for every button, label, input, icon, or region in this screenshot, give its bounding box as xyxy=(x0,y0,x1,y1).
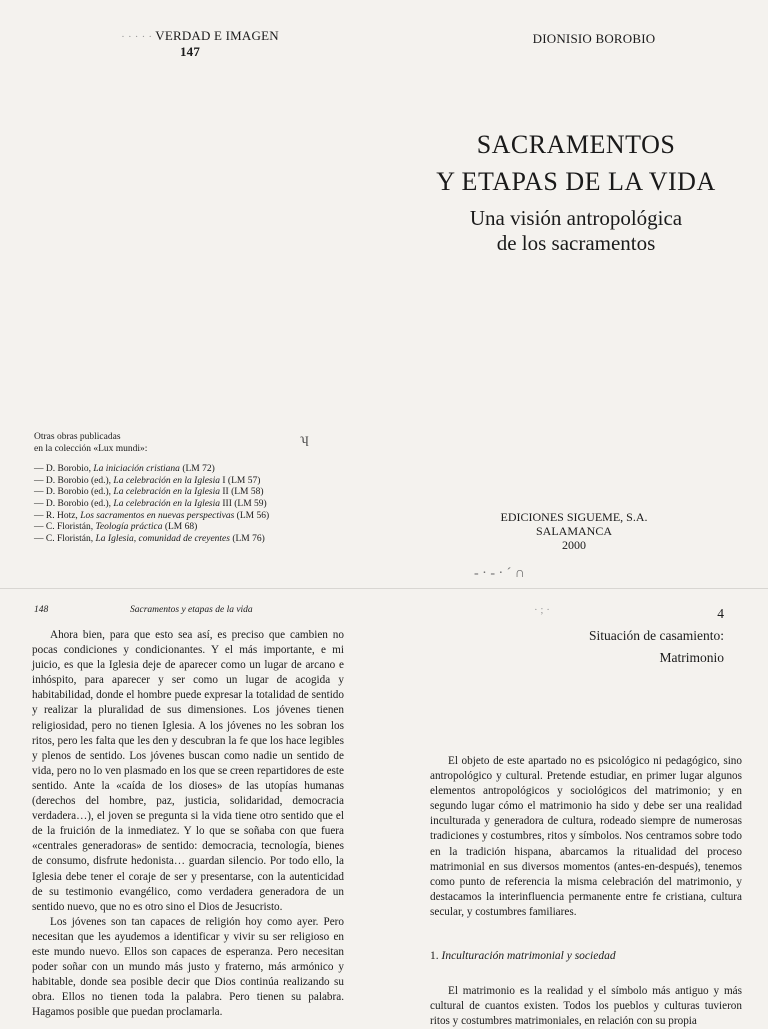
work-author: — C. Floristán, xyxy=(34,522,96,533)
work-author: — D. Borobio (ed.), xyxy=(34,487,114,498)
book-title-line2: Y ETAPAS DE LA VIDA xyxy=(436,167,716,196)
work-series: (LM 56) xyxy=(234,510,270,521)
page-bottom-right xyxy=(384,588,768,1028)
other-works-item xyxy=(34,522,354,534)
running-head-text: VERDAD E IMAGEN xyxy=(155,28,279,43)
running-head xyxy=(100,28,300,44)
work-series: III (LM 59) xyxy=(220,498,267,509)
pencil-scribble: - · - · ˊ ∩ xyxy=(474,566,525,581)
paragraph: Los jóvenes son tan capaces de religión hoy como ayer. Pero necesitan que les ayudemos a identificar y vivir su ser religioso en este mundo nuevo. Ellos son capaces de esperanza. Pero necesitan poder soñar con un mundo más justo y fraterno, más armónico y habitable, donde sea posible decir que Dios continúa realizando su obra. Ellos no tienen toda la palabra. Pero tienen su palabra. Hagamos posible que puedan proclamarla. xyxy=(32,915,344,1019)
work-title: La celebración en la Iglesia xyxy=(113,498,221,509)
work-author: — C. Floristán, xyxy=(34,533,96,544)
other-works-item xyxy=(34,511,354,523)
other-works-list xyxy=(34,464,354,545)
work-series: I (LM 57) xyxy=(220,475,261,486)
section-number: 1. xyxy=(430,950,439,962)
other-works-item xyxy=(34,487,354,499)
page-top-left xyxy=(0,0,384,588)
page-bottom-left xyxy=(0,588,384,1024)
work-series: II (LM 58) xyxy=(220,487,264,498)
stamp-smudge: · · · · · xyxy=(121,31,156,43)
work-title: Los sacramentos en nuevas perspectivas xyxy=(80,510,235,521)
other-works-item xyxy=(34,534,354,546)
body-text-left xyxy=(32,628,344,1020)
work-title: Teología práctica xyxy=(95,522,163,533)
page-number-148: 148 xyxy=(34,605,49,615)
publication-year: 2000 xyxy=(562,538,586,552)
other-works-item xyxy=(34,499,354,511)
other-works-item xyxy=(34,464,354,476)
other-works-intro-line: Otras obras publicadas xyxy=(34,432,121,442)
book-title-line1: SACRAMENTOS xyxy=(476,130,676,159)
running-title: Sacramentos y etapas de la vida xyxy=(130,605,253,615)
chapter-title-line2: Matrimonio xyxy=(659,650,724,665)
work-title: La Iglesia, comunidad de creyentes xyxy=(95,533,230,544)
section-body xyxy=(430,984,742,1029)
faint-mark: · ; · xyxy=(534,604,550,616)
work-series: (LM 68) xyxy=(162,522,198,533)
page-number-147: 147 xyxy=(179,44,201,59)
book-subtitle-line1: Una visión antropológica xyxy=(469,206,683,230)
work-author: — D. Borobio (ed.), xyxy=(34,475,114,486)
other-works-item xyxy=(34,476,354,488)
work-series: (LM 76) xyxy=(229,533,265,544)
work-author: — R. Hotz, xyxy=(34,510,81,521)
book-subtitle-line2: de los sacramentos xyxy=(496,231,656,255)
work-author: — D. Borobio, xyxy=(34,464,94,475)
work-title: La iniciación cristiana xyxy=(93,464,180,475)
paragraph: El matrimonio es la realidad y el símbolo más antiguo y más cultural de cuantos existen. Todos los pueblos y culturas tuvieron ritos y costumbres matrimoniales, en relación con su propia xyxy=(430,985,742,1028)
other-works-intro-line: en la colección «Lux mundi»: xyxy=(34,443,148,454)
paragraph: Ahora bien, para que esto sea así, es preciso que cambien no pocas condiciones y condicionantes. Y el más importante, e mi juicio, es que la Iglesia deje de aparecer como un lugar de arcano e inhóspito, para aparecer y ser como un lugar de acogida y habitabilidad, donde el hombre puede expresar la totalidad de sentido y realizar la pluralidad de sus dimensiones. Los jóvenes tienen religiosidad, pero no tienen Iglesia. A los jóvenes no les sobran los ritos, pero les falta que les den y descubran la fe que los hace legibles y plenos de sentido. Los jóvenes buscan como nadie un sentido de vida, pero no lo ven plasmado en los que se creen repartidores de este sentido. Ante la «caída de los dioses» de las utopías humanas (derechos del hombre, paz, justicia, solidaridad, democracia verdadera…), el joven se pregunta si la vida tiene otro sentido que el de la fruición de la inmediatez. Y lo que se soñaba con que fuera «centrales generadoras» de sentido: democracia, tecnología, bienes de consumo, disfrute hedonista… guardan silencio. Por todo ello, la Iglesia debe tener el coraje de ser y presentarse, con la autenticidad de su testimonio evangélico, como verdadera generadora de un sentido nuevo, que no es otro sino el Dios de Jesucristo. xyxy=(32,629,344,913)
pencil-mark: ʮ xyxy=(300,432,309,447)
chapter-title-line1: Situación de casamiento: xyxy=(589,628,724,643)
other-works-block xyxy=(34,432,354,545)
section-title: Inculturación matrimonial y sociedad xyxy=(441,950,616,962)
chapter-number: 4 xyxy=(717,606,724,621)
section-heading xyxy=(430,950,750,962)
paragraph: El objeto de este apartado no es psicológico ni pedagógico, sino antropológico y cultural. Pretende estudiar, en primer lugar algunos elementos antropológicos y sociológicos del matrimonio; y en segundo lugar cómo el matrimonio ha sido y debe ser una realidad inculturada y generadora de cultura, rodeado siempre de numerosas tradiciones y costumbres, ritos y símbolos. Nos centramos sobre todo en la tradición hispana, abarcamos la ritualidad del proceso matrimonial en sus diversos momentos (antes-en-después), tenemos como punto de referencia la misma celebración del matrimonio, y destacamos la interinfluencia permanente entre fe cristiana, cultura secular, y costumbres familiares. xyxy=(430,755,742,918)
page-top-right xyxy=(384,0,768,588)
work-title: La celebración en la Iglesia xyxy=(113,475,221,486)
publisher-name: EDICIONES SIGUEME, S.A. xyxy=(500,510,648,524)
author-name: DIONISIO BOROBIO xyxy=(532,31,656,46)
work-title: La celebración en la Iglesia xyxy=(113,487,221,498)
chapter-intro xyxy=(430,754,742,920)
work-series: (LM 72) xyxy=(179,464,215,475)
publisher-city: SALAMANCA xyxy=(535,524,612,538)
work-author: — D. Borobio (ed.), xyxy=(34,498,114,509)
